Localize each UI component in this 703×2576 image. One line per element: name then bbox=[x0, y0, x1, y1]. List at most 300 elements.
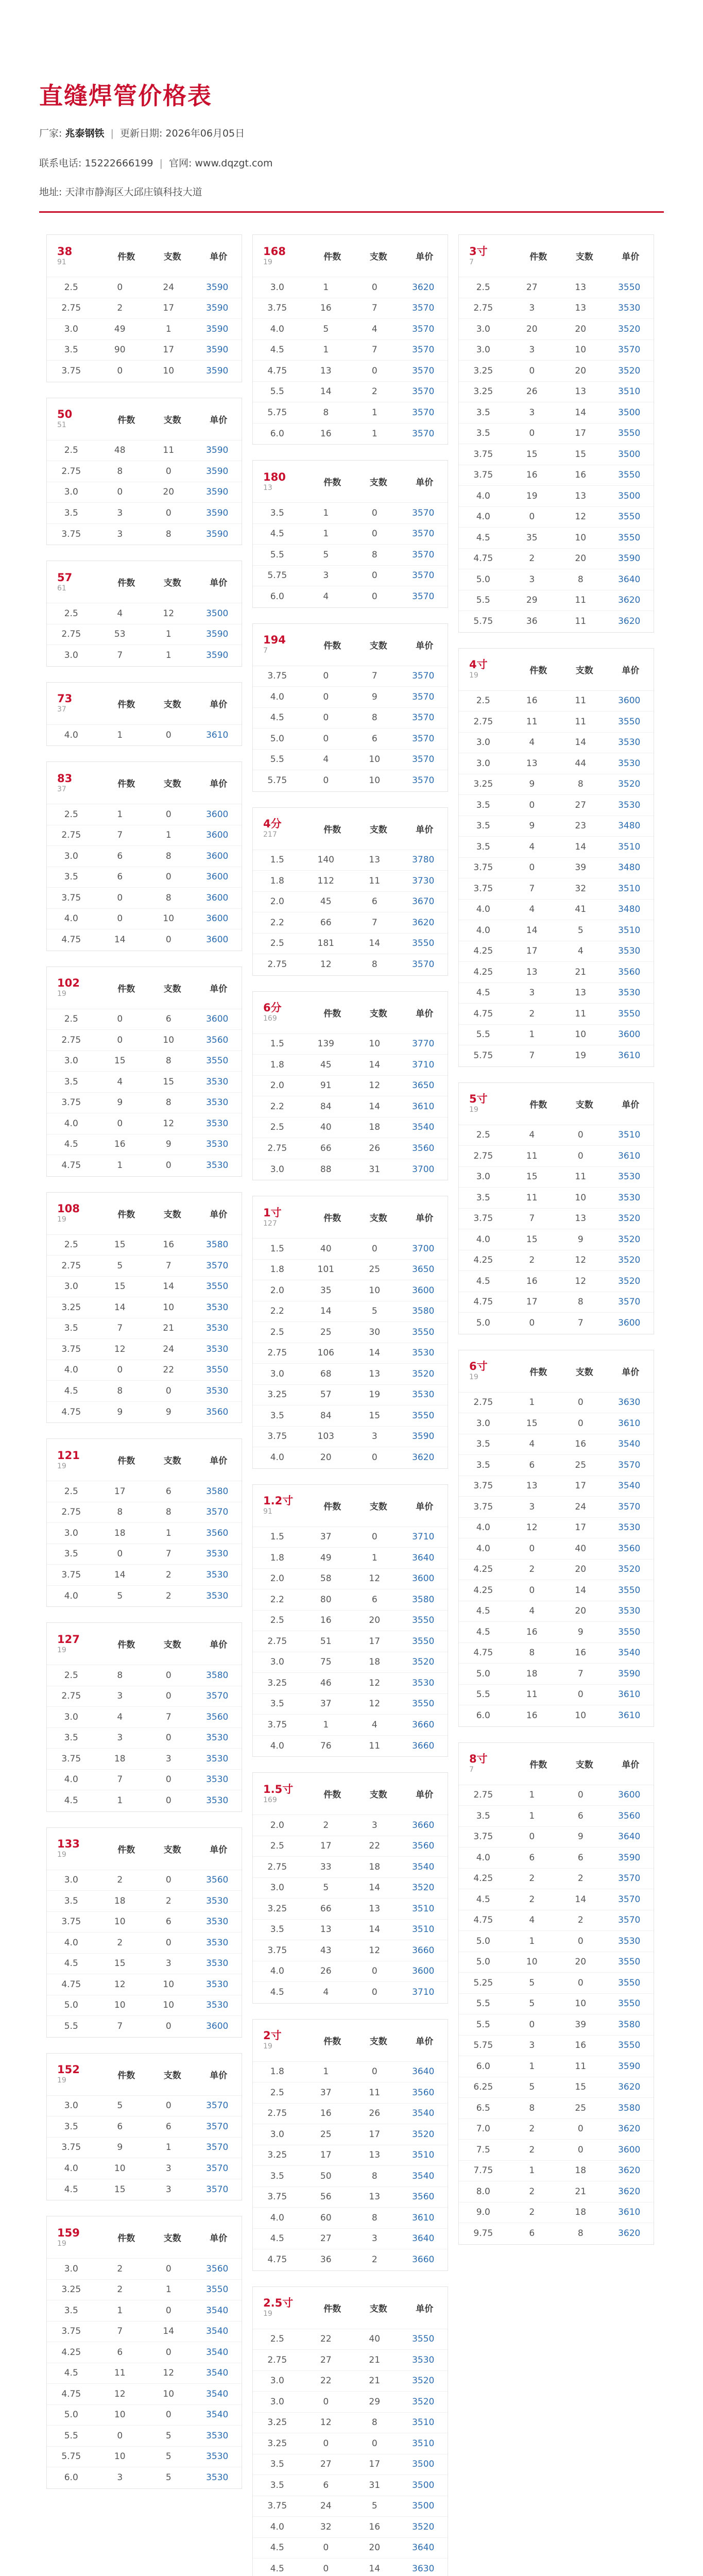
table-row bbox=[253, 503, 448, 524]
price-cell[interactable]: 3550 bbox=[206, 1365, 229, 1376]
phone-number[interactable]: 15222666199 bbox=[84, 158, 153, 169]
price-cell[interactable]: 3500 bbox=[206, 608, 229, 619]
price-cell[interactable]: 3570 bbox=[618, 1915, 641, 1926]
price-cell[interactable]: 3530 bbox=[412, 1389, 435, 1400]
price-cell[interactable]: 3600 bbox=[618, 1029, 641, 1040]
price-cell[interactable]: 3660 bbox=[412, 1719, 435, 1730]
price-cell[interactable]: 3600 bbox=[206, 809, 229, 820]
price-cell[interactable]: 3540 bbox=[618, 1481, 641, 1492]
qty-cell: 9 bbox=[529, 821, 535, 832]
price-cell[interactable]: 3560 bbox=[618, 967, 641, 977]
price-cell[interactable]: 3510 bbox=[618, 883, 641, 894]
price-cell[interactable]: 3530 bbox=[206, 1323, 229, 1334]
price-cell[interactable]: 3550 bbox=[206, 1281, 229, 1292]
price-cell[interactable]: 3510 bbox=[412, 2417, 435, 2428]
price-cell[interactable]: 3570 bbox=[618, 1501, 641, 1512]
price-cell[interactable]: 3520 bbox=[618, 1213, 641, 1224]
price-cell[interactable]: 3510 bbox=[412, 2438, 435, 2449]
price-cell[interactable]: 3530 bbox=[618, 737, 641, 748]
price-cell[interactable]: 3610 bbox=[618, 1710, 641, 1721]
price-cell[interactable]: 3500 bbox=[618, 449, 641, 460]
price-cell[interactable]: 3570 bbox=[412, 303, 435, 314]
price-cell[interactable]: 3520 bbox=[618, 1276, 641, 1286]
price-cell[interactable]: 3530 bbox=[618, 1192, 641, 1203]
price-cell[interactable]: 3710 bbox=[412, 1532, 435, 1543]
price-cell[interactable]: 3580 bbox=[206, 1240, 229, 1250]
price-cell[interactable]: 3530 bbox=[206, 2451, 229, 2462]
price-cell[interactable]: 3570 bbox=[412, 570, 435, 581]
price-cell[interactable]: 3570 bbox=[412, 754, 435, 765]
price-cell[interactable]: 3590 bbox=[206, 487, 229, 498]
price-cell[interactable]: 3600 bbox=[618, 696, 641, 706]
price-cell[interactable]: 3550 bbox=[412, 1615, 435, 1626]
spec-size: 133 bbox=[57, 1838, 80, 1850]
price-cell[interactable]: 3580 bbox=[412, 1306, 435, 1317]
thickness-cell: 2.75 bbox=[473, 716, 493, 727]
thickness-cell: 5.75 bbox=[61, 2451, 81, 2462]
price-cell[interactable]: 3530 bbox=[206, 1937, 229, 1948]
price-cell[interactable]: 3610 bbox=[412, 1101, 435, 1112]
price-cell[interactable]: 3580 bbox=[618, 2103, 641, 2113]
thickness-cell: 2.5 bbox=[270, 1841, 284, 1852]
spec-size: 108 bbox=[57, 1202, 80, 1215]
thickness-cell: 4.5 bbox=[270, 2563, 284, 2574]
price-cell[interactable]: 3550 bbox=[618, 532, 641, 543]
price-cell[interactable]: 3480 bbox=[618, 862, 641, 873]
price-cell[interactable]: 3640 bbox=[412, 1552, 435, 1563]
price-cell[interactable]: 3590 bbox=[206, 529, 229, 539]
price-cell[interactable]: 3570 bbox=[618, 345, 641, 355]
price-cell[interactable]: 3530 bbox=[206, 1160, 229, 1171]
price-cell[interactable]: 3590 bbox=[618, 1668, 641, 1679]
price-cell[interactable]: 3570 bbox=[618, 1297, 641, 1308]
price-cell[interactable]: 3590 bbox=[618, 553, 641, 564]
price-cell[interactable]: 3560 bbox=[206, 1035, 229, 1045]
price-cell[interactable]: 3600 bbox=[206, 872, 229, 883]
price-cell[interactable]: 3570 bbox=[412, 345, 435, 355]
pieces-cell: 13 bbox=[575, 988, 587, 998]
price-cell[interactable]: 3530 bbox=[412, 2354, 435, 2365]
qty-cell: 7 bbox=[117, 1774, 123, 1785]
qty-cell: 32 bbox=[320, 2521, 332, 2532]
price-cell[interactable]: 3620 bbox=[618, 595, 641, 606]
price-cell[interactable]: 3570 bbox=[412, 507, 435, 518]
price-cell[interactable]: 3730 bbox=[412, 875, 435, 886]
price-cell[interactable]: 3530 bbox=[618, 1936, 641, 1946]
price-cell[interactable]: 3530 bbox=[206, 1979, 229, 1990]
price-cell[interactable]: 3530 bbox=[206, 1344, 229, 1354]
price-cell[interactable]: 3620 bbox=[618, 2228, 641, 2239]
price-cell[interactable]: 3540 bbox=[618, 1439, 641, 1450]
price-cell[interactable]: 3570 bbox=[412, 671, 435, 682]
price-cell[interactable]: 3590 bbox=[412, 1431, 435, 1442]
price-cell[interactable]: 3550 bbox=[412, 1327, 435, 1337]
price-cell[interactable]: 3550 bbox=[618, 1585, 641, 1596]
price-cell[interactable]: 3530 bbox=[206, 1549, 229, 1560]
price-cell[interactable]: 3550 bbox=[618, 428, 641, 439]
price-cell[interactable]: 3540 bbox=[412, 1861, 435, 1872]
qty-cell: 49 bbox=[320, 1552, 332, 1563]
price-cell[interactable]: 3510 bbox=[618, 386, 641, 397]
price-cell[interactable]: 3570 bbox=[412, 386, 435, 397]
price-cell[interactable]: 3540 bbox=[206, 2305, 229, 2316]
price-cell[interactable]: 3550 bbox=[618, 1957, 641, 1968]
table-row bbox=[47, 2426, 242, 2447]
price-cell[interactable]: 3530 bbox=[206, 1076, 229, 1087]
price-cell[interactable]: 3700 bbox=[412, 1243, 435, 1254]
price-cell[interactable]: 3600 bbox=[412, 1573, 435, 1584]
price-cell[interactable]: 3530 bbox=[206, 1302, 229, 1313]
price-cell[interactable]: 3590 bbox=[618, 2061, 641, 2072]
price-cell[interactable]: 3570 bbox=[412, 407, 435, 418]
price-cell[interactable]: 3510 bbox=[412, 2150, 435, 2161]
price-cell[interactable]: 3660 bbox=[412, 2255, 435, 2265]
price-cell[interactable]: 3520 bbox=[618, 365, 641, 376]
price-cell[interactable]: 3520 bbox=[412, 1368, 435, 1379]
price-cell[interactable]: 3570 bbox=[412, 591, 435, 602]
column-header-price: 单价 bbox=[210, 1456, 228, 1466]
table-row bbox=[47, 1072, 242, 1093]
price-cell[interactable]: 3530 bbox=[618, 1522, 641, 1533]
price-cell[interactable]: 3500 bbox=[618, 407, 641, 418]
price-cell[interactable]: 3570 bbox=[206, 2142, 229, 2153]
price-cell[interactable]: 3520 bbox=[618, 779, 641, 790]
price-cell[interactable]: 3600 bbox=[206, 1014, 229, 1025]
price-cell[interactable]: 3550 bbox=[618, 1977, 641, 1988]
price-cell[interactable]: 3560 bbox=[206, 1875, 229, 1886]
price-cell[interactable]: 3620 bbox=[618, 616, 641, 627]
price-cell[interactable]: 3620 bbox=[412, 282, 435, 293]
price-cell[interactable]: 3550 bbox=[412, 938, 435, 949]
price-cell[interactable]: 3640 bbox=[412, 2543, 435, 2553]
price-cell[interactable]: 3630 bbox=[618, 1397, 641, 1408]
price-cell[interactable]: 3590 bbox=[206, 282, 229, 293]
thickness-cell: 4.25 bbox=[473, 1873, 493, 1884]
price-cell[interactable]: 3570 bbox=[618, 1873, 641, 1884]
table-row bbox=[253, 728, 448, 750]
pieces-cell: 7 bbox=[165, 1260, 172, 1271]
column-header-price: 单价 bbox=[416, 824, 434, 835]
table-row bbox=[459, 816, 654, 837]
price-cell[interactable]: 3590 bbox=[206, 345, 229, 355]
price-cell[interactable]: 3600 bbox=[206, 913, 229, 924]
price-cell[interactable]: 3550 bbox=[618, 2040, 641, 2051]
price-cell[interactable]: 3590 bbox=[206, 650, 229, 661]
price-cell[interactable]: 3540 bbox=[206, 2388, 229, 2399]
price-cell[interactable]: 3510 bbox=[618, 925, 641, 936]
price-cell[interactable]: 3590 bbox=[206, 507, 229, 518]
price-cell[interactable]: 3530 bbox=[618, 758, 641, 769]
price-cell[interactable]: 3600 bbox=[412, 1966, 435, 1977]
price-cell[interactable]: 3530 bbox=[206, 1139, 229, 1150]
price-cell[interactable]: 3570 bbox=[412, 959, 435, 970]
price-cell[interactable]: 3570 bbox=[618, 1460, 641, 1470]
qty-cell: 20 bbox=[526, 324, 538, 334]
price-cell[interactable]: 3530 bbox=[618, 946, 641, 957]
price-cell[interactable]: 3530 bbox=[206, 1795, 229, 1806]
column-header-qty: 件数 bbox=[323, 640, 341, 651]
pieces-cell: 26 bbox=[369, 2108, 381, 2119]
price-cell[interactable]: 3480 bbox=[618, 904, 641, 915]
price-cell[interactable]: 3540 bbox=[206, 2326, 229, 2337]
price-cell[interactable]: 3510 bbox=[412, 1924, 435, 1935]
site-link[interactable]: www.dqzgt.com bbox=[195, 158, 273, 169]
price-cell[interactable]: 3570 bbox=[412, 549, 435, 560]
price-cell[interactable]: 3600 bbox=[206, 851, 229, 861]
price-cell[interactable]: 3550 bbox=[618, 716, 641, 727]
price-cell[interactable]: 3520 bbox=[412, 2129, 435, 2140]
price-cell[interactable]: 3530 bbox=[206, 2472, 229, 2483]
column-header-price: 单价 bbox=[210, 1844, 228, 1855]
price-cell[interactable]: 3550 bbox=[412, 1699, 435, 1709]
price-cell[interactable]: 3660 bbox=[412, 1945, 435, 1956]
table-row bbox=[47, 2300, 242, 2321]
spec-size: 83 bbox=[57, 772, 73, 785]
update-label: 更新日期: bbox=[119, 128, 163, 139]
table-row bbox=[253, 687, 448, 708]
price-cell[interactable]: 3570 bbox=[412, 733, 435, 744]
price-cell[interactable]: 3520 bbox=[412, 1657, 435, 1668]
price-cell[interactable]: 3620 bbox=[618, 2124, 641, 2134]
price-cell[interactable]: 3500 bbox=[618, 490, 641, 501]
price-cell[interactable]: 3590 bbox=[206, 629, 229, 640]
price-column-2 bbox=[252, 234, 448, 2576]
price-cell[interactable]: 3540 bbox=[206, 2410, 229, 2420]
price-cell[interactable]: 3530 bbox=[412, 1348, 435, 1359]
price-cell[interactable]: 3590 bbox=[206, 466, 229, 477]
pieces-cell: 10 bbox=[369, 775, 381, 786]
price-cell[interactable]: 3650 bbox=[412, 1080, 435, 1091]
spec-size: 1.5寸 bbox=[263, 1783, 294, 1795]
price-cell[interactable]: 3620 bbox=[618, 2186, 641, 2197]
pieces-cell: 12 bbox=[163, 2368, 175, 2379]
price-cell[interactable]: 3530 bbox=[206, 1895, 229, 1906]
thickness-cell: 4.0 bbox=[270, 1966, 284, 1977]
price-cell[interactable]: 3570 bbox=[206, 2121, 229, 2132]
price-cell[interactable]: 3620 bbox=[412, 917, 435, 928]
price-cell[interactable]: 3550 bbox=[618, 1008, 641, 1019]
price-cell[interactable]: 3560 bbox=[206, 1528, 229, 1538]
column-header-price: 单价 bbox=[210, 984, 228, 994]
price-cell[interactable]: 3530 bbox=[206, 1917, 229, 1927]
table-row bbox=[459, 382, 654, 403]
price-cell[interactable]: 3550 bbox=[618, 1998, 641, 2009]
price-cell[interactable]: 3570 bbox=[206, 1691, 229, 1702]
price-cell[interactable]: 3550 bbox=[206, 1056, 229, 1066]
price-cell[interactable]: 3580 bbox=[206, 1670, 229, 1681]
price-cell[interactable]: 3550 bbox=[412, 1410, 435, 1421]
price-cell[interactable]: 3520 bbox=[618, 1234, 641, 1245]
pieces-cell: 22 bbox=[369, 1841, 381, 1852]
price-cell[interactable]: 3570 bbox=[412, 324, 435, 334]
price-cell[interactable]: 3550 bbox=[412, 1636, 435, 1647]
price-cell[interactable]: 3530 bbox=[206, 1590, 229, 1601]
price-cell[interactable]: 3570 bbox=[206, 2100, 229, 2111]
price-cell[interactable]: 3510 bbox=[618, 1130, 641, 1141]
price-cell[interactable]: 3520 bbox=[412, 2521, 435, 2532]
price-cell[interactable]: 3600 bbox=[206, 830, 229, 841]
price-cell[interactable]: 3530 bbox=[206, 1733, 229, 1743]
price-cell[interactable]: 3780 bbox=[412, 855, 435, 866]
price-cell[interactable]: 3550 bbox=[618, 470, 641, 481]
pieces-cell: 18 bbox=[369, 1122, 381, 1133]
price-cell[interactable]: 3550 bbox=[618, 282, 641, 293]
price-cell[interactable]: 3620 bbox=[618, 2165, 641, 2176]
price-cell[interactable]: 3530 bbox=[206, 1753, 229, 1764]
thickness-cell: 2.2 bbox=[270, 1101, 284, 1112]
price-cell[interactable]: 3660 bbox=[412, 1740, 435, 1751]
price-cell[interactable]: 3560 bbox=[412, 2087, 435, 2098]
price-cell[interactable]: 3570 bbox=[412, 428, 435, 439]
pieces-cell: 10 bbox=[163, 913, 175, 924]
price-cell[interactable]: 3570 bbox=[206, 1260, 229, 1271]
price-cell[interactable]: 3550 bbox=[618, 512, 641, 522]
price-cell[interactable]: 3530 bbox=[618, 1606, 641, 1617]
price-cell[interactable]: 3530 bbox=[618, 303, 641, 314]
price-cell[interactable]: 3540 bbox=[412, 2108, 435, 2119]
price-cell[interactable]: 3570 bbox=[206, 2163, 229, 2174]
price-cell[interactable]: 3590 bbox=[206, 445, 229, 456]
price-cell[interactable]: 3570 bbox=[412, 529, 435, 539]
price-cell[interactable]: 3580 bbox=[618, 2019, 641, 2030]
price-cell[interactable]: 3540 bbox=[412, 1122, 435, 1133]
price-cell[interactable]: 3600 bbox=[618, 2144, 641, 2155]
price-cell[interactable]: 3550 bbox=[206, 2284, 229, 2295]
price-cell[interactable]: 3650 bbox=[412, 1264, 435, 1275]
price-cell[interactable]: 3570 bbox=[206, 1507, 229, 1518]
qty-cell: 0 bbox=[323, 671, 329, 682]
price-cell[interactable]: 3610 bbox=[206, 730, 229, 740]
price-cell[interactable]: 3530 bbox=[618, 988, 641, 998]
price-cell[interactable]: 3530 bbox=[206, 1097, 229, 1108]
price-cell[interactable]: 3530 bbox=[206, 2430, 229, 2441]
price-cell[interactable]: 3570 bbox=[206, 2184, 229, 2195]
price-cell[interactable]: 3670 bbox=[412, 896, 435, 907]
pieces-cell: 17 bbox=[575, 1481, 587, 1492]
price-cell[interactable]: 3560 bbox=[618, 1543, 641, 1554]
price-cell[interactable]: 3700 bbox=[412, 1164, 435, 1175]
price-cell[interactable]: 3520 bbox=[412, 2396, 435, 2407]
thickness-cell: 4.0 bbox=[64, 2163, 78, 2174]
table-row bbox=[459, 1413, 654, 1434]
price-cell[interactable]: 3620 bbox=[412, 1452, 435, 1463]
spec-size: 102 bbox=[57, 977, 80, 989]
pieces-cell: 5 bbox=[165, 2451, 172, 2462]
pieces-cell: 0 bbox=[577, 1130, 584, 1141]
price-cell[interactable]: 3560 bbox=[412, 1143, 435, 1154]
price-cell[interactable]: 3530 bbox=[618, 800, 641, 810]
qty-cell: 3 bbox=[529, 988, 535, 998]
price-cell[interactable]: 3530 bbox=[206, 1385, 229, 1396]
price-cell[interactable]: 3530 bbox=[206, 1774, 229, 1785]
price-cell[interactable]: 3520 bbox=[618, 1564, 641, 1575]
price-cell[interactable]: 3640 bbox=[412, 2233, 435, 2244]
price-cell[interactable]: 3580 bbox=[412, 1594, 435, 1605]
price-cell[interactable]: 3480 bbox=[618, 821, 641, 832]
price-cell[interactable]: 3610 bbox=[618, 1418, 641, 1429]
price-cell[interactable]: 3580 bbox=[206, 1486, 229, 1497]
price-cell[interactable]: 3570 bbox=[412, 713, 435, 723]
price-cell[interactable]: 3500 bbox=[412, 2501, 435, 2512]
price-cell[interactable]: 3510 bbox=[618, 841, 641, 852]
price-cell[interactable]: 3590 bbox=[206, 303, 229, 314]
pieces-cell: 0 bbox=[577, 1790, 584, 1801]
price-cell[interactable]: 3590 bbox=[618, 1852, 641, 1863]
price-cell[interactable]: 3500 bbox=[412, 2480, 435, 2490]
thickness-cell: 2.5 bbox=[476, 1130, 490, 1141]
price-cell[interactable]: 3610 bbox=[412, 2212, 435, 2223]
price-cell[interactable]: 3520 bbox=[618, 1255, 641, 1266]
price-cell[interactable]: 3600 bbox=[412, 1285, 435, 1296]
spec-size: 6分 bbox=[263, 1002, 282, 1014]
price-cell[interactable]: 3560 bbox=[206, 2263, 229, 2274]
price-cell[interactable]: 3630 bbox=[412, 2563, 435, 2574]
price-cell[interactable]: 3610 bbox=[618, 1150, 641, 1161]
pieces-cell: 26 bbox=[369, 1143, 381, 1154]
price-cell[interactable]: 3530 bbox=[206, 1118, 229, 1129]
price-cell[interactable]: 3530 bbox=[206, 1569, 229, 1580]
price-cell[interactable]: 3600 bbox=[618, 1790, 641, 1801]
price-cell[interactable]: 3530 bbox=[206, 2000, 229, 2011]
price-cell[interactable]: 3600 bbox=[618, 1318, 641, 1329]
price-cell[interactable]: 3640 bbox=[618, 574, 641, 585]
price-cell[interactable]: 3540 bbox=[618, 1648, 641, 1658]
pieces-cell: 29 bbox=[369, 2396, 381, 2407]
price-cell[interactable]: 3530 bbox=[618, 1172, 641, 1182]
price-cell[interactable]: 3560 bbox=[206, 1406, 229, 1417]
price-cell[interactable]: 3710 bbox=[412, 1059, 435, 1070]
price-cell[interactable]: 3610 bbox=[618, 1689, 641, 1700]
price-cell[interactable]: 3640 bbox=[618, 1832, 641, 1842]
price-cell[interactable]: 3540 bbox=[412, 2171, 435, 2181]
pieces-cell: 12 bbox=[369, 1945, 381, 1956]
price-cell[interactable]: 3520 bbox=[618, 324, 641, 334]
price-cell[interactable]: 3640 bbox=[412, 2066, 435, 2077]
price-cell[interactable]: 3550 bbox=[618, 1626, 641, 1637]
price-cell[interactable]: 3600 bbox=[206, 892, 229, 903]
price-cell[interactable]: 3540 bbox=[206, 2368, 229, 2379]
price-cell[interactable]: 3600 bbox=[206, 2021, 229, 2032]
price-cell[interactable]: 3570 bbox=[412, 365, 435, 376]
price-cell[interactable]: 3540 bbox=[206, 2347, 229, 2358]
price-cell[interactable]: 3600 bbox=[206, 935, 229, 945]
pieces-cell: 0 bbox=[165, 2100, 172, 2111]
price-cell[interactable]: 3520 bbox=[412, 2376, 435, 2386]
price-cell[interactable]: 3500 bbox=[412, 2459, 435, 2470]
price-cell[interactable]: 3520 bbox=[412, 1883, 435, 1893]
price-cell[interactable]: 3530 bbox=[206, 1958, 229, 1969]
price-cell[interactable]: 3550 bbox=[412, 2334, 435, 2345]
price-cell[interactable]: 3530 bbox=[412, 1677, 435, 1688]
price-cell[interactable]: 3570 bbox=[412, 691, 435, 702]
price-cell[interactable]: 3610 bbox=[618, 1050, 641, 1061]
price-cell[interactable]: 3560 bbox=[412, 1841, 435, 1852]
price-cell[interactable]: 3560 bbox=[412, 2192, 435, 2202]
price-cell[interactable]: 3560 bbox=[618, 1810, 641, 1821]
price-cell[interactable]: 3570 bbox=[412, 775, 435, 786]
price-cell[interactable]: 3570 bbox=[618, 1894, 641, 1905]
price-cell[interactable]: 3620 bbox=[618, 2082, 641, 2093]
price-cell[interactable]: 3560 bbox=[206, 1711, 229, 1722]
price-cell[interactable]: 3610 bbox=[618, 2207, 641, 2218]
price-cell[interactable]: 3590 bbox=[206, 324, 229, 334]
price-cell[interactable]: 3590 bbox=[206, 366, 229, 377]
price-cell[interactable]: 3510 bbox=[412, 1903, 435, 1914]
price-cell[interactable]: 3710 bbox=[412, 1987, 435, 1998]
price-cell[interactable]: 3660 bbox=[412, 1820, 435, 1831]
price-cell[interactable]: 3770 bbox=[412, 1039, 435, 1049]
pieces-cell: 6 bbox=[371, 1594, 378, 1605]
